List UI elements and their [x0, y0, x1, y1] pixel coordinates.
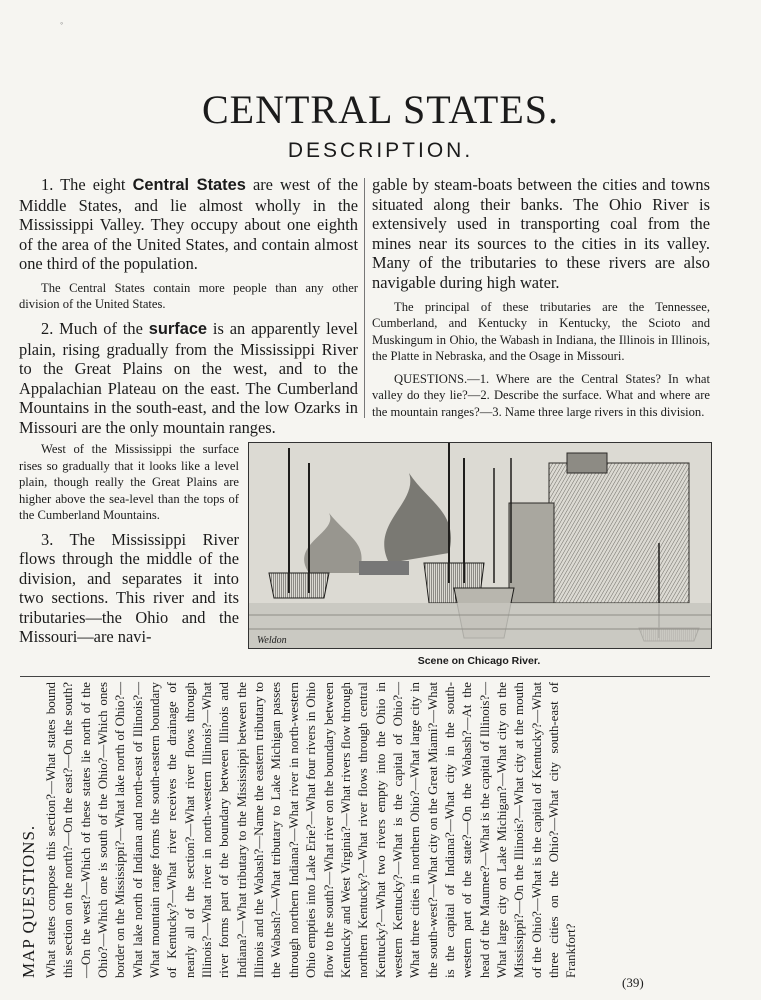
paragraph-3-continued: gable by steam-boats between the cities and towns situated along their banks. The Ohio River is extensively used in transporting coal from the mines near its sources to the cities in its valley. Many of the tributaries to these rivers are also navigable during high water. — [372, 175, 710, 292]
right-column — [372, 175, 710, 420]
map-questions-text: What states compose this section?—What states bound this section on the north?—On the east?—On the south?—On the west?—Which of these states lie north of the Ohio?—Which one is south of the Ohio?—Which ones border on the Mississippi?—What lake north of Ohio?—What lake north of Indiana and north-east of Illinois?—What mountain range forms the south-eastern boundary of Kentucky?—What river receives the drainage of nearly all of the section?—What river flows through Illinois?—What river in north-western Illinois?—What river forms part of the boundary between Illinois and Indiana?—What tributary to the Mississippi between the Illinois and the Wabash?—Name the eastern tributary to the Wabash?—What tributary to Lake Michigan passes through northern Indiana?—What river in north-western Ohio empties into Lake Erie?—What four rivers in Ohio flow to the south?—What river on the boundary between Kentucky and West Virginia?—What rivers flow through northern Kentucky?—What river flows through central Kentucky?—What two rivers empty into the Ohio in western Kentucky?—What is the capital of Ohio?—What three cities in northern Ohio?—What large city in the south-west?—What city on the Great Miami?—What is the capital of Indiana?—What city in the south-western part of the state?—On the Wabash?—At the head of the Maumee?—What is the capital of Illinois?—What large city on Lake Michigan?—What city on the Mississippi?—On the Illinois?—What city at the mouth of the Ohio?—What is the capital of Kentucky?—What three cities on the Ohio?—What city south-east of Frankfort? — [44, 682, 579, 978]
map-questions-rotated — [18, 682, 708, 978]
elevator-roof — [567, 453, 607, 473]
side-column — [19, 441, 239, 647]
river-water — [249, 603, 711, 648]
column-divider — [364, 178, 365, 418]
paragraph-2-keyword: surface — [148, 319, 208, 338]
note-1: The Central States contain more people than any other division of the United States. — [19, 280, 358, 312]
plains-note: West of the Mississippi the surface rises so gradually that it looks like a level plain, though really the Great Plains are higher above the sea-level than the tops of the Cumberland Mountains. — [19, 442, 239, 522]
chicago-river-engraving — [248, 442, 712, 649]
ship-left — [269, 573, 329, 598]
paragraph-2-start: 2. Much of the — [41, 318, 149, 338]
engraver-signature: Weldon — [257, 635, 287, 646]
page-subtitle: DESCRIPTION. — [287, 139, 474, 162]
paragraph-1-start: 1. The eight — [41, 175, 133, 194]
page-title: CENTRAL STATES. — [202, 87, 559, 132]
section-rule — [20, 676, 710, 677]
questions-block: QUESTIONS.—1. Where are the Central States? In what valley do they lie?—2. Describe the surface. What and where are the mountain ranges?—3. Name three large rivers in this division. — [372, 371, 710, 419]
warehouse — [509, 503, 554, 603]
map-questions-title: MAP QUESTIONS. — [19, 824, 38, 978]
paper-mark: ◦ — [60, 18, 64, 28]
engraving-illustration — [249, 443, 711, 648]
paragraph-2 — [19, 319, 358, 438]
figure-caption: Scene on Chicago River. — [417, 655, 541, 667]
grain-elevator — [549, 463, 689, 603]
paragraph-1-end: are west of the Middle States, and lie almost wholly in the Mississippi Valley. They occupy about one eighth of the area of the United States, and contain almost one third of the population. — [19, 175, 358, 274]
paragraph-3: 3. The Mississippi River flows through the middle of the division, and separates it into two sections. This river and its tributaries—the Ohio and the Missouri—are navi- — [19, 529, 239, 647]
tributaries-note: The principal of these tributaries are the Tennessee, Cumberland, and Kentucky in Kentucky, the Scioto and Muskingum in Ohio, the Wabash in Indiana, the Illinois in Illinois, the Platte in Nebraska, and the Osage in Missouri. — [372, 299, 710, 364]
page-number: (39) — [622, 975, 644, 990]
paragraph-1 — [19, 175, 358, 274]
paragraph-1-keyword: Central States — [132, 176, 246, 194]
map-questions-section — [18, 682, 708, 978]
left-column — [19, 175, 358, 438]
bridge — [359, 561, 409, 575]
paragraph-2-end: is an apparently level plain, rising gradually from the Mississippi River to the Great Plains on the west, and to the Appalachian Plateau on the east. The Cumberland Mountains in the south-east, and the low Ozarks in Missouri are the only mountain ranges. — [19, 318, 358, 437]
